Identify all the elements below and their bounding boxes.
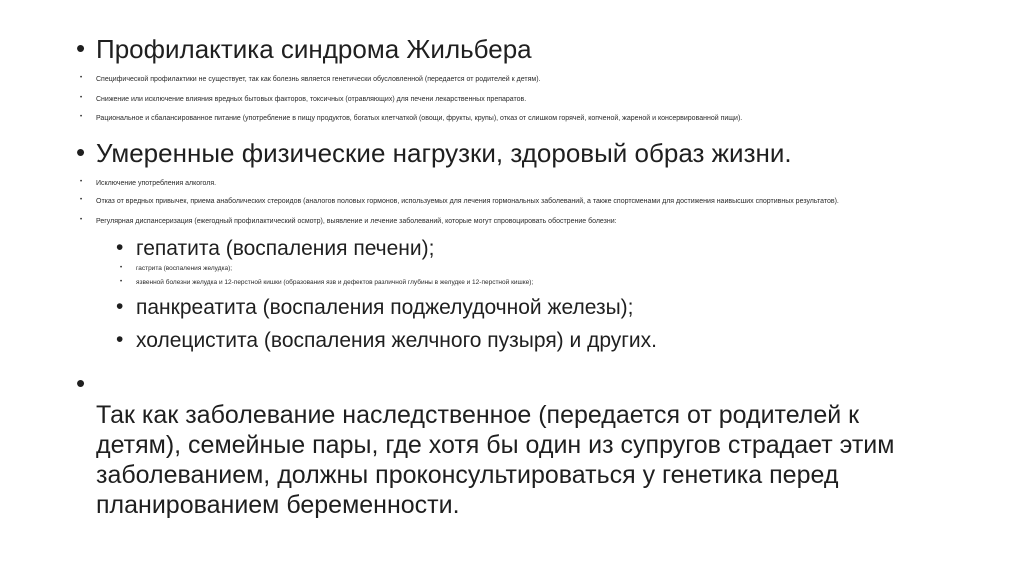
heading-prophylaxis: Профилактика синдрома Жильбера [96,34,532,64]
bullet-icon: • [120,265,123,271]
bullet-icon: • [80,179,83,185]
bullet-icon: • [80,114,83,120]
bullet-icon: • [76,137,86,167]
list-item: язвенной болезни желудка и 12-перстной кишки (образования язв и дефектов различной глубины в желудке и 12-перстной кишке); [136,279,534,286]
bullet-icon: • [76,33,86,63]
list-item: Специфической профилактики не существует, так как болезнь является генетически обусловленной (передается от родителей к детям). [96,76,541,83]
bullet-icon: • [80,75,83,81]
list-item: Снижение или исключение влияния вредных бытовых факторов, токсичных (отравляющих) для печени лекарственных препаратов. [96,96,527,103]
list-item: Отказ от вредных привычек, приема анаболических стероидов (аналогов половых гормонов, используемых для лечения гормональных заболеваний, а также спортсменами для достижения наивысших спортивных результатов). [96,198,839,205]
final-paragraph: Так как заболевание наследственное (передается от родителей к детям), семейные пары, где хотя бы один из супругов страдает этим заболеванием, должны проконсультироваться у генетика перед планированием беременности. [96,401,895,519]
list-item: гепатита (воспаления печени); [136,237,435,260]
list-item: Рациональное и сбалансированное питание (употребление в пищу продуктов, богатых клетчаткой (овощи, фрукты, крупы), отказ от слишком горячей, копченой, жареной и консервированной пищи). [96,115,743,122]
list-item: Исключение употребления алкоголя. [96,180,217,187]
heading-physical-activity: Умеренные физические нагрузки, здоровый образ жизни. [96,138,792,168]
bullet-icon: • [76,368,86,398]
bullet-icon: • [116,236,124,259]
bullet-icon: • [116,295,124,318]
list-item: гастрита (воспаления желудка); [136,265,233,272]
bullet-icon: • [80,197,83,203]
bullet-icon: • [80,217,83,223]
bullet-icon: • [80,95,83,101]
bullet-icon: • [120,279,123,285]
list-item: панкреатита (воспаления поджелудочной железы); [136,296,634,319]
list-item: Регулярная диспансеризация (ежегодный профилактический осмотр), выявление и лечение заболеваний, которые могут спровоцировать обострение болезни: [96,218,617,225]
list-item: холецистита (воспаления желчного пузыря) и других. [136,329,658,352]
bullet-icon: • [116,328,124,351]
